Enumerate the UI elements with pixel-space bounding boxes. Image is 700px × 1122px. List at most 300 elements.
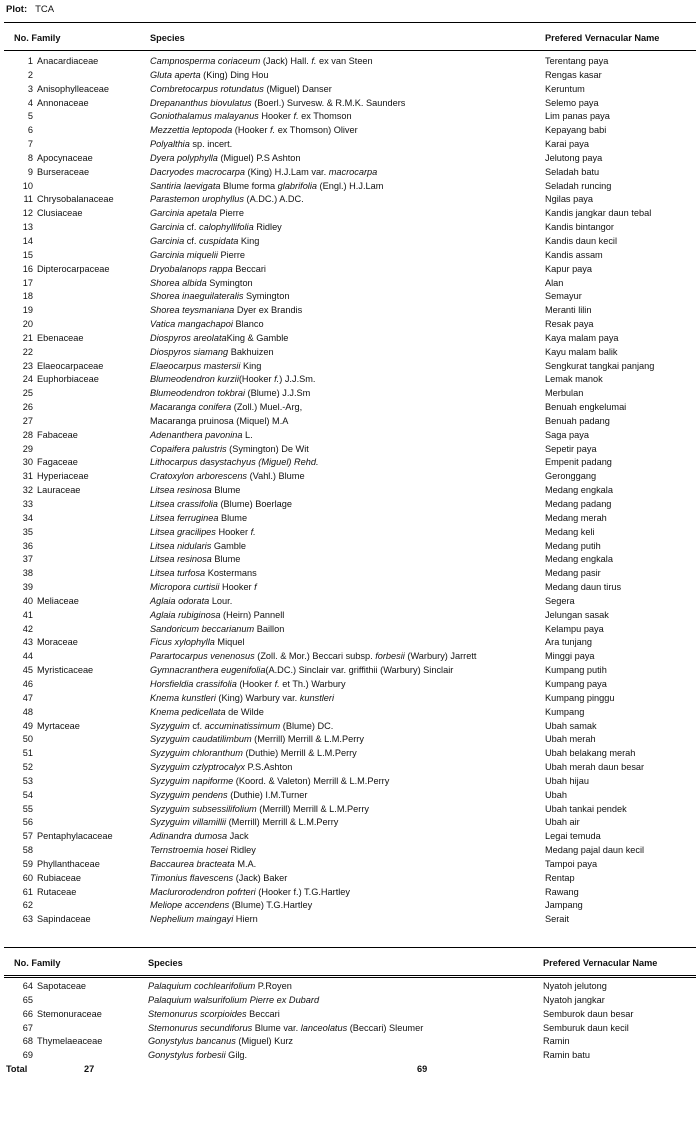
vernacular-cell: Rengas kasar (545, 69, 602, 80)
species-author: (Duthie) Merrill & L.M.Perry (242, 748, 357, 759)
species-name-italic: Garcinia apetala (150, 208, 217, 219)
species-name-italic: Palaquium walsurifolium Pierre ex Dubard (148, 994, 320, 1005)
table-row (0, 1035, 700, 1049)
table-row (0, 69, 700, 83)
species-name-italic: Lithocarpus dasystachyus (Miguel) Rehd. (150, 457, 319, 468)
species-name-italic: Syzyguim (150, 720, 190, 731)
row-number: 42 (22, 623, 33, 634)
row-number: 38 (22, 568, 33, 579)
table-row (0, 277, 700, 291)
species-cell (150, 595, 232, 609)
vernacular-cell: Geronggang (545, 471, 597, 482)
species-cell (150, 678, 346, 692)
row-number: 57 (22, 831, 33, 842)
species-author: ex Thomson) Oliver (275, 125, 358, 136)
species-cell (150, 235, 259, 249)
species-cell (150, 803, 369, 817)
table-row (0, 484, 700, 498)
species-name-italic: f. (293, 111, 299, 122)
family-cell: Anisophylleaceae (37, 83, 110, 94)
row-number: 33 (22, 499, 33, 509)
species-name-italic: Syzyguim napiforme (150, 775, 234, 786)
row-number: 60 (22, 872, 33, 883)
row-number: 53 (22, 775, 33, 786)
species-name-italic: Garcinia (150, 222, 185, 233)
row-number: 16 (22, 263, 33, 274)
species-name-italic: Elaeocarpus mastersii (150, 360, 241, 371)
species-name-italic: f. (250, 526, 256, 537)
species-author: Miquel (214, 637, 245, 648)
row-number: 40 (22, 595, 33, 606)
row-number: 17 (22, 277, 33, 288)
row-number: 8 (27, 152, 33, 163)
species-name-italic: Litsea crassifolia (150, 499, 218, 509)
family-cell: Stemonuraceae (37, 1008, 102, 1019)
vernacular-cell: Jampang (545, 900, 583, 911)
species-cell (150, 346, 274, 360)
species-author: (Zoll. & Mor.) Beccari subsp. (254, 651, 376, 662)
species-author: (Blume) T.G.Hartley (229, 900, 313, 911)
row-number: 1 (27, 56, 33, 66)
species-author: Ridley (253, 222, 282, 233)
table-row (0, 429, 700, 443)
row-number: 6 (27, 125, 33, 136)
table-row (0, 994, 700, 1008)
total-families: 27 (84, 1064, 95, 1074)
species-cell (150, 304, 302, 318)
species-author: Blume (211, 485, 241, 496)
row-number: 69 (22, 1050, 33, 1061)
species-name-italic: Litsea resinosa (150, 554, 212, 565)
species-name-italic: Nephelium maingayi (150, 914, 234, 925)
species-cell (150, 55, 373, 69)
species-name-italic: Knema pedicellata (150, 706, 226, 717)
species-cell (150, 720, 333, 734)
species-cell (150, 138, 232, 152)
row-number: 22 (22, 346, 33, 357)
table-row (0, 304, 700, 318)
table-row (0, 443, 700, 457)
vernacular-cell: Segera (545, 595, 575, 606)
vernacular-cell: Ramin batu (543, 1050, 590, 1061)
row-number: 4 (27, 97, 33, 108)
vernacular-cell: Alan (545, 277, 564, 288)
row-number: 35 (22, 526, 33, 537)
vernacular-cell: Keruntum (545, 83, 585, 94)
species-name-italic: Litsea ferruginea (150, 512, 219, 523)
species-cell (150, 498, 292, 512)
vernacular-cell: Ubah merah (545, 734, 596, 745)
header-vernacular: Prefered Vernacular Name (545, 33, 660, 43)
vernacular-cell: Rentap (545, 872, 575, 883)
vernacular-cell: Kumpang (545, 706, 585, 717)
vernacular-cell: Jelutong paya (545, 152, 603, 163)
species-author: Ridley (227, 845, 256, 856)
species-author: P.S.Ashton (244, 762, 293, 773)
row-number: 65 (22, 994, 33, 1005)
species-name-italic: lanceolatus (300, 1022, 348, 1033)
species-author: Kostermans (205, 568, 257, 579)
family-cell: Myrtaceae (37, 720, 80, 731)
species-cell (150, 83, 332, 97)
family-cell: Moraceae (37, 637, 78, 648)
row-number: 28 (22, 429, 33, 440)
species-name-italic: Stemonurus scorpioides (148, 1008, 247, 1019)
species-author: (Miguel) P.S Ashton (217, 152, 301, 163)
row-number: 43 (22, 637, 33, 648)
vernacular-cell: Serait (545, 914, 570, 925)
species-cell (150, 443, 309, 457)
family-cell: Chrysobalanaceae (37, 194, 114, 205)
vernacular-cell: Medang pasir (545, 568, 601, 579)
plot-label: Plot: (6, 4, 28, 15)
table-row (0, 97, 700, 111)
species-author: (Blume) DC. (280, 720, 334, 731)
table-row (0, 207, 700, 221)
species-author: M.A. (234, 858, 257, 869)
row-number: 10 (22, 180, 33, 191)
table-row (0, 706, 700, 720)
species-name-italic: Cratoxylon arborescens (150, 471, 248, 482)
table-row (0, 636, 700, 650)
family-cell: Burseraceae (37, 166, 90, 177)
row-number: 7 (27, 139, 33, 150)
header-species: Species (148, 958, 183, 968)
species-author: (Hooker (238, 374, 275, 385)
species-author: (A.DC.) Sinclair var. griffithii (Warbury) Sinclair (265, 665, 454, 676)
table-row (0, 899, 700, 913)
row-number: 41 (22, 609, 33, 620)
vernacular-cell: Ubah samak (545, 720, 597, 731)
species-cell (150, 512, 247, 526)
species-cell (150, 886, 350, 900)
table-row (0, 761, 700, 775)
species-author: Hooker (219, 582, 255, 593)
table-row (0, 332, 700, 346)
table-row (0, 55, 700, 69)
top-rule (4, 22, 696, 23)
vernacular-cell: Medang engkala (545, 485, 613, 496)
species-name-italic: Shorea albida (150, 277, 207, 288)
table-row (0, 110, 700, 124)
vernacular-cell: Karai paya (545, 139, 589, 150)
table-row (0, 609, 700, 623)
table-row (0, 720, 700, 734)
species-name-italic: Dyera polyphylla (150, 152, 218, 163)
family-cell: Phyllanthaceae (37, 858, 100, 869)
species-author: Blanco (232, 319, 264, 330)
species-author: Hooker (258, 111, 294, 122)
species-cell (150, 332, 288, 346)
vernacular-cell: Kandis bintangor (545, 222, 614, 233)
species-author: (Hooker f.) T.G.Hartley (255, 886, 350, 897)
species-author: Hiern (233, 914, 258, 925)
vernacular-cell: Ubah (545, 789, 567, 800)
row-number: 19 (22, 305, 33, 316)
row-number: 9 (27, 166, 33, 177)
header-rule-2b (4, 977, 696, 978)
species-name-italic: Ternstroemia hosei (150, 845, 228, 856)
row-number: 49 (22, 720, 33, 731)
family-cell: Euphorbiaceae (37, 374, 99, 385)
species-cell (148, 994, 319, 1008)
species-cell (150, 581, 257, 595)
species-name-italic: Aglaia rubiginosa (150, 609, 221, 620)
table-row (0, 221, 700, 235)
vernacular-cell: Benuah padang (545, 415, 610, 426)
species-name-italic: Syzyguim chloranthum (150, 748, 243, 759)
vernacular-cell: Kumpang putih (545, 665, 607, 676)
species-name-italic: Gluta aperta (150, 69, 201, 80)
row-number: 34 (22, 512, 33, 523)
vernacular-cell: Jelungan sasak (545, 609, 609, 620)
header-no-family: No. Family (14, 33, 61, 43)
species-author: (Miguel) Kurz (235, 1036, 294, 1047)
vernacular-cell: Meranti lilin (545, 305, 592, 316)
table-row (0, 138, 700, 152)
species-author: (Blume) Boerlage (217, 499, 292, 509)
table-row (0, 595, 700, 609)
table-row (0, 124, 700, 138)
species-author: Pierre (217, 249, 245, 260)
table-row (0, 830, 700, 844)
species-name-italic: Micropora curtisii (150, 582, 220, 593)
species-author: cf. (189, 720, 205, 731)
table-row (0, 692, 700, 706)
species-name-italic: Vatica mangachapoi (150, 319, 233, 330)
species-name-italic: Sandoricum beccarianum (150, 623, 255, 634)
species-author: (Symington) De Wit (226, 443, 309, 454)
species-author: Dyer ex Brandis (234, 305, 303, 316)
species-name-italic: Shorea teysmaniana (150, 305, 235, 316)
table-row (0, 290, 700, 304)
vernacular-cell: Sengkurat tangkai panjang (545, 360, 655, 371)
row-number: 44 (22, 651, 33, 662)
vernacular-cell: Seladah batu (545, 166, 600, 177)
species-author: (Merrill) Merrill & L.M.Perry (226, 817, 339, 828)
species-cell (148, 1049, 247, 1063)
species-cell (150, 373, 315, 387)
species-name-italic: f. (270, 125, 276, 136)
species-cell (150, 415, 288, 429)
table-row (0, 664, 700, 678)
section-rule (4, 947, 696, 948)
family-cell: Dipterocarpaceae (37, 263, 110, 274)
vernacular-cell: Kumpang paya (545, 678, 607, 689)
family-cell: Clusiaceae (37, 208, 83, 219)
vernacular-cell: Ubah merah daun besar (545, 762, 645, 773)
row-number: 32 (22, 485, 33, 496)
species-name-italic: Syzyguim pendens (150, 789, 228, 800)
row-number: 30 (22, 457, 33, 468)
family-cell: Sapotaceae (37, 981, 87, 991)
header-rule-2 (4, 975, 696, 976)
table-row (0, 816, 700, 830)
table-row (0, 623, 700, 637)
species-name-italic: Litsea nidularis (150, 540, 212, 551)
species-author: King & Gamble (226, 332, 289, 343)
species-author: (Warbury) Jarrett (404, 651, 477, 662)
species-cell (150, 623, 284, 637)
vernacular-cell: Medang putih (545, 540, 601, 551)
species-cell (150, 180, 383, 194)
species-author: (Beccari) Sleumer (347, 1022, 424, 1033)
species-cell (150, 899, 312, 913)
family-cell: Apocynaceae (37, 152, 93, 163)
header-vernacular: Prefered Vernacular Name (543, 958, 658, 968)
species-cell (150, 844, 256, 858)
species-author: Lour. (209, 595, 233, 606)
species-cell (150, 706, 264, 720)
species-author: (Engl.) H.J.Lam (317, 180, 384, 191)
species-author: (Heirn) Pannell (220, 609, 285, 620)
species-name-italic: Goniothalamus malayanus (150, 111, 259, 122)
header-rule (4, 50, 696, 51)
species-name-italic: Garcinia (150, 235, 185, 246)
species-cell (148, 1035, 293, 1049)
species-author: (Merrill) Merrill & L.M.Perry (256, 803, 370, 814)
species-author: Beccari (246, 1008, 280, 1019)
row-number: 36 (22, 540, 33, 551)
table-row (0, 318, 700, 332)
row-number: 13 (22, 222, 33, 233)
vernacular-cell: Medang engkala (545, 554, 613, 565)
species-name-italic: Palaquium cochlearifolium (148, 981, 256, 991)
species-author: Hooker (215, 526, 251, 537)
species-cell (150, 221, 282, 235)
vernacular-cell: Kayu malam balik (545, 346, 618, 357)
table-row (0, 180, 700, 194)
row-number: 37 (22, 554, 33, 565)
table-row (0, 526, 700, 540)
vernacular-cell: Medang merah (545, 512, 607, 523)
species-cell (150, 263, 266, 277)
family-cell: Thymelaeaceae (37, 1036, 103, 1047)
species-name-italic: Timonius flavescens (150, 872, 234, 883)
species-name-italic: Meliope accendens (150, 900, 230, 911)
row-number: 23 (22, 360, 33, 371)
table-row (0, 1022, 700, 1036)
vernacular-cell: Tampoi paya (545, 858, 598, 869)
species-cell (150, 747, 357, 761)
vernacular-cell: Kandis daun kecil (545, 235, 618, 246)
table-row (0, 733, 700, 747)
family-cell: Ebenaceae (37, 332, 84, 343)
species-cell (150, 470, 305, 484)
header-no-family: No. Family (14, 958, 61, 968)
species-author: King (240, 360, 262, 371)
species-name-italic: Macaranga conifera (150, 402, 232, 413)
vernacular-cell: Rawang (545, 886, 579, 897)
vernacular-cell: Semburuk daun kecil (543, 1022, 629, 1033)
total-row (0, 1064, 700, 1078)
vernacular-cell: Kapur paya (545, 263, 592, 274)
table-row (0, 373, 700, 387)
species-name-italic: Adenanthera pavonina (150, 429, 243, 440)
species-name-italic: Diospyros siamang (150, 346, 229, 357)
species-author: cf. (184, 222, 200, 233)
species-cell (148, 1008, 280, 1022)
vernacular-cell: Saga paya (545, 429, 589, 440)
species-name-italic: Litsea gracilipes (150, 526, 216, 537)
row-number: 47 (22, 692, 33, 703)
species-name-italic: Combretocarpus rotundatus (150, 83, 264, 94)
row-number: 55 (22, 803, 33, 814)
species-cell (150, 318, 264, 332)
vernacular-cell: Benuah engkelumai (545, 402, 627, 413)
family-cell: Myristicaceae (37, 665, 94, 676)
table-row (0, 498, 700, 512)
species-name-italic: calophyllifolia (199, 222, 254, 233)
species-cell (150, 124, 358, 138)
table-header-2 (0, 958, 700, 972)
species-name-italic: Santiria laevigata (150, 180, 221, 191)
table-row (0, 789, 700, 803)
family-cell: Meliaceae (37, 595, 79, 606)
total-label: Total (6, 1064, 28, 1074)
species-name-italic: Aglaia odorata (150, 595, 210, 606)
species-author: Gamble (211, 540, 247, 551)
family-cell: Lauraceae (37, 485, 81, 496)
vernacular-cell: Ramin (543, 1036, 570, 1047)
species-author: (Hooker (236, 678, 275, 689)
species-author: ex van Steen (316, 56, 373, 66)
species-cell (150, 249, 245, 263)
family-cell: Elaeocarpaceae (37, 360, 104, 371)
species-author: Pierre (216, 208, 244, 219)
species-name-italic: Shorea inaeguilateralis (150, 291, 244, 302)
species-author: (Vahl.) Blume (247, 471, 305, 482)
species-author: P.Royen (255, 981, 292, 991)
species-author: Blume var. (252, 1022, 301, 1033)
species-name-italic: macrocarpa (328, 166, 378, 177)
row-number: 11 (23, 194, 33, 205)
row-number: 39 (22, 582, 33, 593)
species-name-italic: Litsea resinosa (150, 485, 212, 496)
table-row (0, 456, 700, 470)
table-row (0, 540, 700, 554)
species-author: Blume (218, 512, 248, 523)
vernacular-cell: Medang keli (545, 526, 595, 537)
species-cell (150, 290, 289, 304)
species-author: Symington (206, 277, 253, 288)
species-author: ex Thomson (298, 111, 352, 122)
table-row (0, 263, 700, 277)
vernacular-cell: Ubah belakang merah (545, 748, 636, 759)
species-cell (150, 609, 284, 623)
row-number: 59 (22, 858, 33, 869)
species-author: Blume (211, 554, 241, 565)
table-row (0, 387, 700, 401)
vernacular-cell: Selemo paya (545, 97, 599, 108)
species-author: (King) Warbury var. (215, 692, 300, 703)
row-number: 46 (22, 678, 33, 689)
species-name-italic: Knema kunstleri (150, 692, 216, 703)
species-name-italic: Polyalthia (150, 139, 190, 150)
species-author: (Boerl.) Survesw. & R.M.K. Saunders (251, 97, 406, 108)
table-row (0, 980, 700, 994)
vernacular-cell: Medang padang (545, 499, 612, 509)
row-number: 66 (22, 1008, 33, 1019)
table-row (0, 249, 700, 263)
row-number: 48 (22, 706, 33, 717)
table-row (0, 913, 700, 927)
row-number: 29 (22, 443, 33, 454)
species-author: (Zoll.) Muel.-Arg, (231, 402, 303, 413)
table-row (0, 83, 700, 97)
species-author: (Jack) Hall. (260, 56, 312, 66)
table-row (0, 470, 700, 484)
